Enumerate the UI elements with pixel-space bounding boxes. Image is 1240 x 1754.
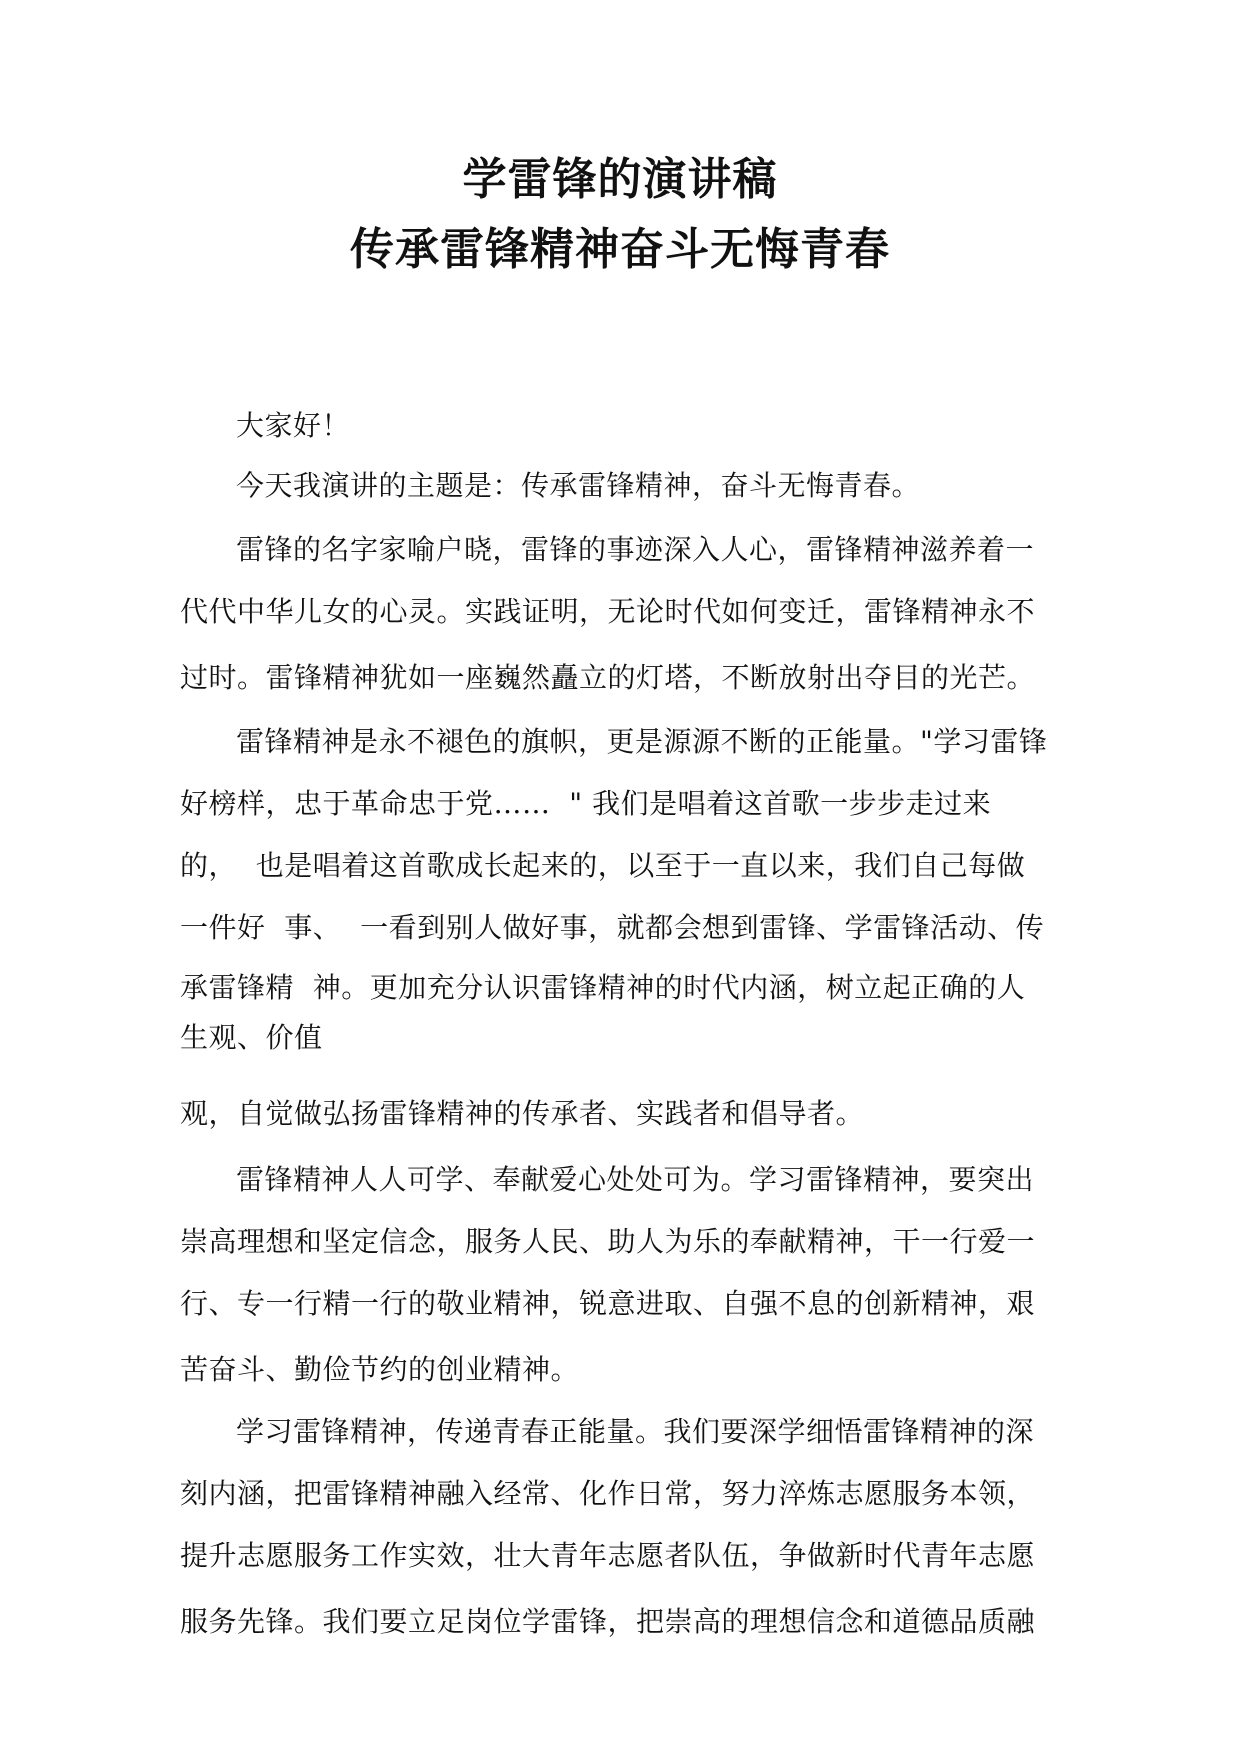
topic-line: 今天我演讲的主题是：传承雷锋精神，奋斗无悔青春。 [236, 469, 921, 502]
paragraph-line: 学习雷锋精神，传递青春正能量。我们要深学细悟雷锋精神的深 [236, 1415, 1035, 1448]
paragraph-line: 雷锋的名字家喻户晓，雷锋的事迹深入人心，雷锋精神滋养着一 [236, 533, 1035, 566]
paragraph-line: 观，自觉做弘扬雷锋精神的传承者、实践者和倡导者。 [180, 1097, 865, 1130]
paragraph-line: 苦奋斗、勤俭节约的创业精神。 [180, 1353, 580, 1386]
paragraph-line: 的， 也是唱着这首歌成长起来的，以至于一直以来，我们自己每做 [180, 849, 1026, 882]
paragraph-line: 雷锋精神人人可学、奉献爱心处处可为。学习雷锋精神，要突出 [236, 1163, 1035, 1196]
paragraph-line: 承雷锋精 神。更加充分认识雷锋精神的时代内涵，树立起正确的人 [180, 971, 1026, 1004]
paragraph-line: 崇高理想和坚定信念，服务人民、助人为乐的奉献精神，干一行爱一 [180, 1225, 1036, 1258]
paragraph-line: 好榜样，忠于革命忠于党…… " 我们是唱着这首歌一步步走过来 [180, 787, 992, 820]
paragraph-line: 刻内涵，把雷锋精神融入经常、化作日常，努力淬炼志愿服务本领， [180, 1477, 1036, 1510]
paragraph-line: 行、专一行精一行的敬业精神，锐意进取、自强不息的创新精神，艰 [180, 1287, 1036, 1320]
paragraph-line: 提升志愿服务工作实效，壮大青年志愿者队伍，争做新时代青年志愿 [180, 1539, 1036, 1572]
greeting-line: 大家好！ [236, 409, 351, 442]
paragraph-line: 服务先锋。我们要立足岗位学雷锋，把崇高的理想信念和道德品质融 [180, 1605, 1036, 1638]
paragraph-line: 雷锋精神是永不褪色的旗帜，更是源源不断的正能量。"学习雷锋 [236, 725, 1048, 758]
paragraph-line: 过时。雷锋精神犹如一座巍然矗立的灯塔，不断放射出夺目的光芒。 [180, 661, 1036, 694]
paragraph-line: 一件好 事、 一看到别人做好事，就都会想到雷锋、学雷锋活动、传 [180, 911, 1045, 944]
paragraph-line: 生观、价值 [180, 1021, 323, 1054]
paragraph-line: 代代中华儿女的心灵。实践证明，无论时代如何变迁，雷锋精神永不 [180, 595, 1036, 628]
document-title: 学雷锋的演讲稿 [462, 154, 778, 205]
document-subtitle: 传承雷锋精神奋斗无悔青春 [350, 224, 890, 275]
